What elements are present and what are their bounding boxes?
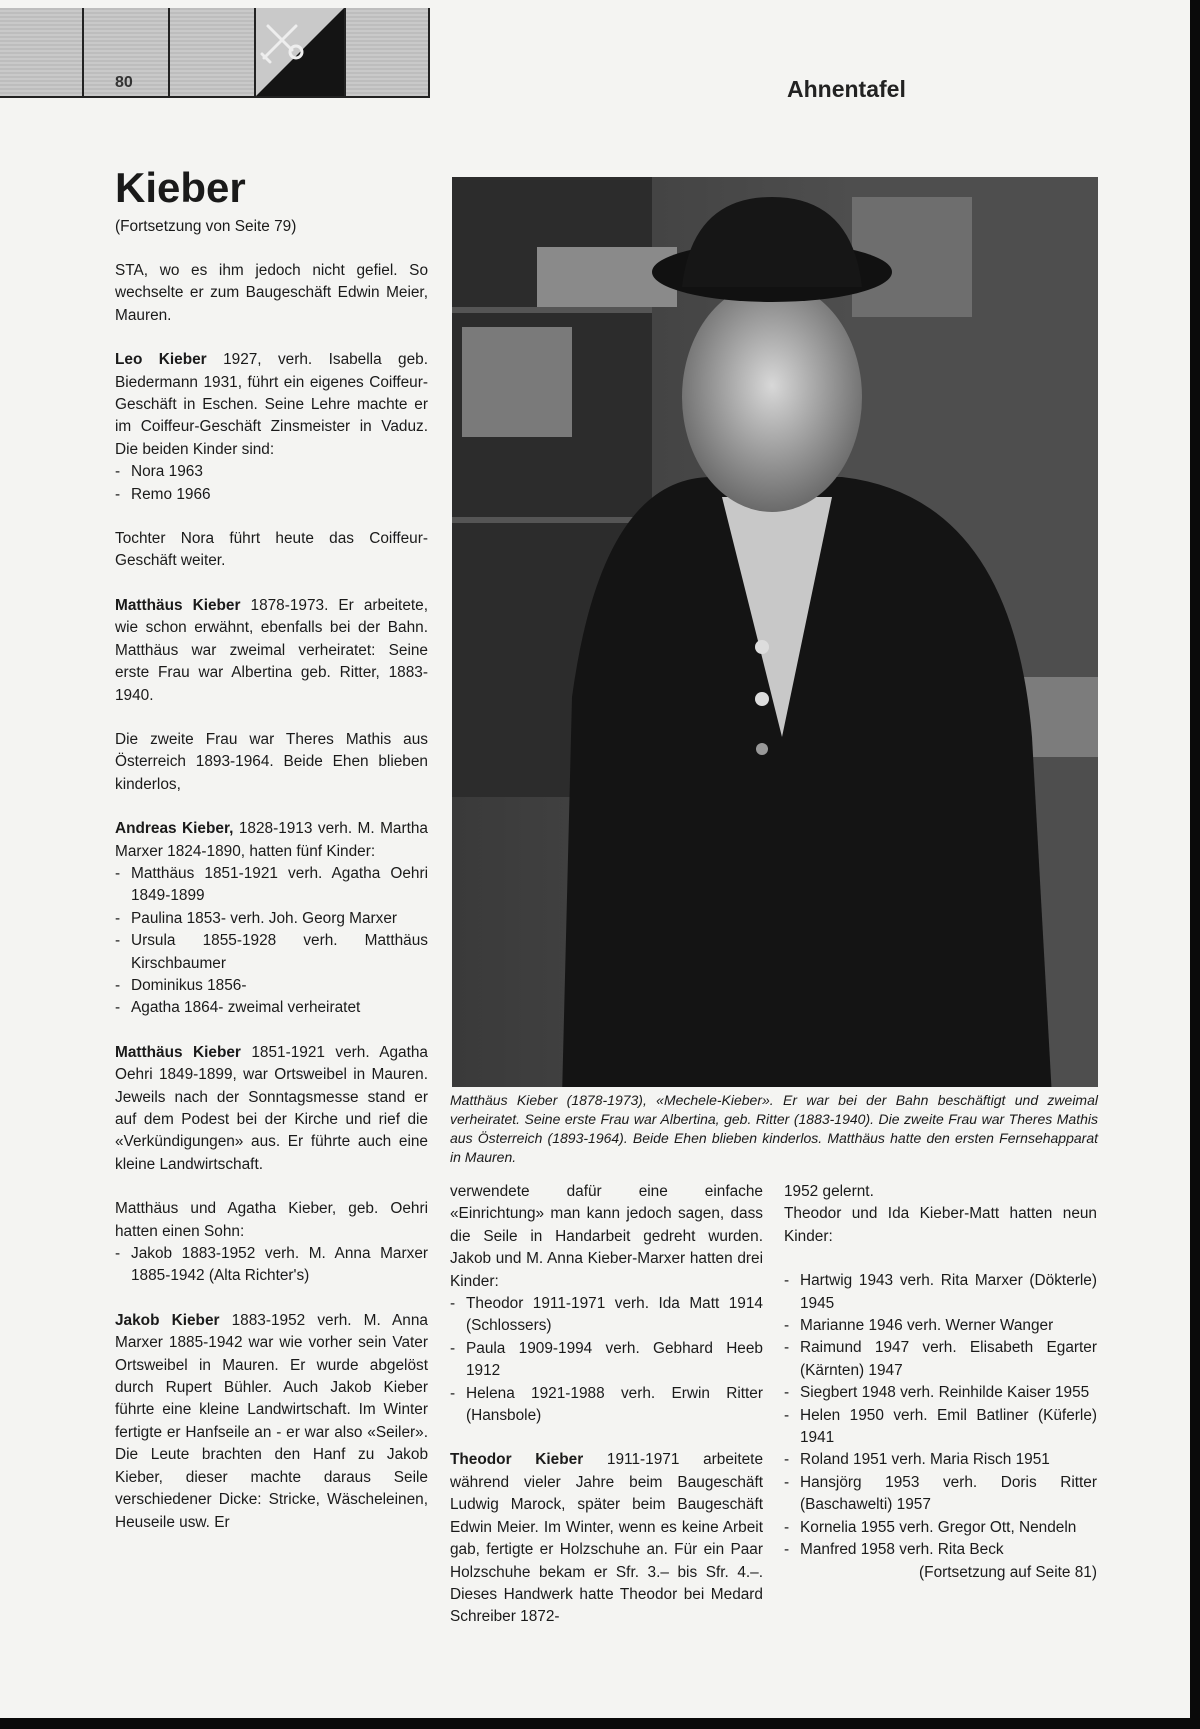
article-subtitle: (Fortsetzung von Seite 79): [115, 218, 297, 235]
header-divider: [82, 8, 84, 96]
person-name: Jakob Kieber: [115, 1311, 220, 1329]
list-item: - Agatha 1864- zweimal verheiratet: [115, 997, 428, 1019]
paragraph-text: 1883-1952 verh. M. Anna Marxer 1885-1942 war wie vorher sein Vater Ortsweibel in Mauren. Er wurde abgelöst durch Rupert Bühler. Auch Jakob Kieber führte eine kleine Landwirtschaft. Im Winter fertigte er Hanfseile an - er war also «Seiler». Die Leute brachten den Hanf zu Jakob Kieber, dieser machte daraus Seile verschiedener Dicke: Stricke, Wäscheleinen, Heuseile usw. Er: [115, 1311, 428, 1531]
list-item: - Helen 1950 verh. Emil Batliner (Küferle) 1941: [784, 1405, 1097, 1450]
paragraph: [115, 818, 428, 863]
paragraph: STA, wo es ihm jedoch nicht gefiel. So wechselte er zum Baugeschäft Edwin Meier, Mauren.: [115, 262, 428, 324]
paragraph: [450, 1449, 763, 1628]
children-list: [115, 461, 428, 506]
children-list: [784, 1270, 1097, 1561]
list-item: - Ursula 1855-1928 verh. Matthäus Kirschbaumer: [115, 930, 428, 975]
paragraph: verwendete dafür eine einfache «Einrichtung» man kann jedoch sagen, dass die Seile in Handarbeit gedreht wurden. Jakob und M. Anna Kieber-Marxer hatten drei Kinder:: [450, 1183, 763, 1290]
list-item: - Jakob 1883-1952 verh. M. Anna Marxer 1885-1942 (Alta Richter's): [115, 1243, 428, 1288]
header-divider: [428, 8, 430, 96]
person-name: Leo Kieber: [115, 351, 207, 369]
list-item: - Paula 1909-1994 verh. Gebhard Heeb 1912: [450, 1338, 763, 1383]
paragraph-text: 1828-1913 verh. M. Martha Marxer 1824-1890, hatten fünf Kinder:: [115, 820, 428, 860]
continued-note: (Fortsetzung auf Seite 81): [919, 1563, 1097, 1581]
paragraph: [115, 1042, 428, 1176]
list-item: - Marianne 1946 verh. Werner Wanger: [784, 1315, 1097, 1337]
person-name: Andreas Kieber,: [115, 820, 234, 838]
list-item: - Dominikus 1856-: [115, 975, 428, 997]
paragraph: Tochter Nora führt heute das Coiffeur-Geschäft weiter.: [115, 530, 428, 570]
children-list: [115, 863, 428, 1020]
paragraph: Matthäus und Agatha Kieber, geb. Oehri hatten einen Sohn:: [115, 1200, 428, 1240]
list-item: - Raimund 1947 verh. Elisabeth Egarter (Kärnten) 1947: [784, 1337, 1097, 1382]
list-item: - Hansjörg 1953 verh. Doris Ritter (Baschawelti) 1957: [784, 1472, 1097, 1517]
section-title: Ahnentafel: [787, 76, 906, 102]
list-item: - Remo 1966: [115, 484, 428, 506]
list-item: - Siegbert 1948 verh. Reinhilde Kaiser 1955: [784, 1382, 1097, 1404]
paragraph-text: 1851-1921 verh. Agatha Oehri 1849-1899, war Ortsweibel in Mauren. Jeweils nach der Sonntagsmesse stand er auf dem Podest bei der Kirche und rief die «Verkündigungen» aus. Er führte auch eine kleine Landwirtschaft.: [115, 1043, 428, 1173]
list-item: - Manfred 1958 verh. Rita Beck: [784, 1539, 1097, 1561]
crossed-tools-logo-icon: [256, 8, 344, 96]
middle-column: [450, 1181, 763, 1651]
list-item: - Hartwig 1943 verh. Rita Marxer (Dökterle) 1945: [784, 1270, 1097, 1315]
paragraph: 1952 gelernt.: [784, 1183, 874, 1200]
paragraph: Die zweite Frau war Theres Mathis aus Österreich 1893-1964. Beide Ehen blieben kinderlos,: [115, 730, 428, 793]
person-name: Matthäus Kieber: [115, 596, 241, 614]
header-band: [0, 8, 430, 98]
paragraph: [115, 595, 428, 707]
paragraph: Theodor und Ida Kieber-Matt hatten neun Kinder:: [784, 1205, 1097, 1245]
children-list: [450, 1293, 763, 1427]
article-title: Kieber: [115, 164, 246, 211]
paragraph-text: 1911-1971 arbeitete während vieler Jahre beim Baugeschäft Ludwig Marock, später beim Baugeschäft Edwin Meier. Im Winter, wenn es keine Arbeit gab, fertigte er Holzschuhe an. Für ein Paar Holzschuhe bekam er Sfr. 3.– bis Sfr. 4.–. Dieses Handwerk hatte Theodor bei Medard Schreiber 1872-: [450, 1451, 763, 1626]
left-column: [115, 260, 428, 1556]
person-name: Theodor Kieber: [450, 1451, 584, 1469]
list-item: - Matthäus 1851-1921 verh. Agatha Oehri 1849-1899: [115, 863, 428, 908]
header-divider: [168, 8, 170, 96]
list-item: - Nora 1963: [115, 461, 428, 483]
children-list: [115, 1243, 428, 1288]
list-item: - Kornelia 1955 verh. Gregor Ott, Nendeln: [784, 1517, 1097, 1539]
header-divider: [344, 8, 346, 96]
right-column: [784, 1181, 1097, 1584]
paragraph: [115, 349, 428, 461]
person-name: Matthäus Kieber: [115, 1043, 241, 1061]
page-number: 80: [115, 74, 133, 91]
list-item: - Paulina 1853- verh. Joh. Georg Marxer: [115, 908, 428, 930]
list-item: - Helena 1921-1988 verh. Erwin Ritter (Hansbole): [450, 1383, 763, 1428]
list-item: - Roland 1951 verh. Maria Risch 1951: [784, 1449, 1097, 1471]
paragraph-text: 1878-1973. Er arbeitete, wie schon erwähnt, ebenfalls bei der Bahn. Matthäus war zweimal verheiratet: Seine erste Frau war Albertina geb. Ritter, 1883-1940.: [115, 596, 428, 704]
list-item: - Theodor 1911-1971 verh. Ida Matt 1914 (Schlossers): [450, 1293, 763, 1338]
paragraph-text: 1927, verh. Isabella geb. Biedermann 1931, führt ein eigenes Coiffeur-Geschäft in Eschen. Seine Lehre machte er im Coiffeur-Geschäft Zinsmeister in Vaduz. Die beiden Kinder sind:: [115, 351, 428, 458]
paragraph: [115, 1310, 428, 1534]
photo-caption: Matthäus Kieber (1878-1973), «Mechele-Kieber». Er war bei der Bahn beschäftigt und zweimal verheiratet. Seine erste Frau war Albertina, geb. Ritter (1883-1940). Die zweite Frau war Theres Mathis aus Österreich (1893-1964). Beide Ehen blieben kinderlos. Matthäus hatte den ersten Fernsehapparat in Mauren.: [450, 1092, 1098, 1165]
portrait-photo: [452, 177, 1098, 1087]
